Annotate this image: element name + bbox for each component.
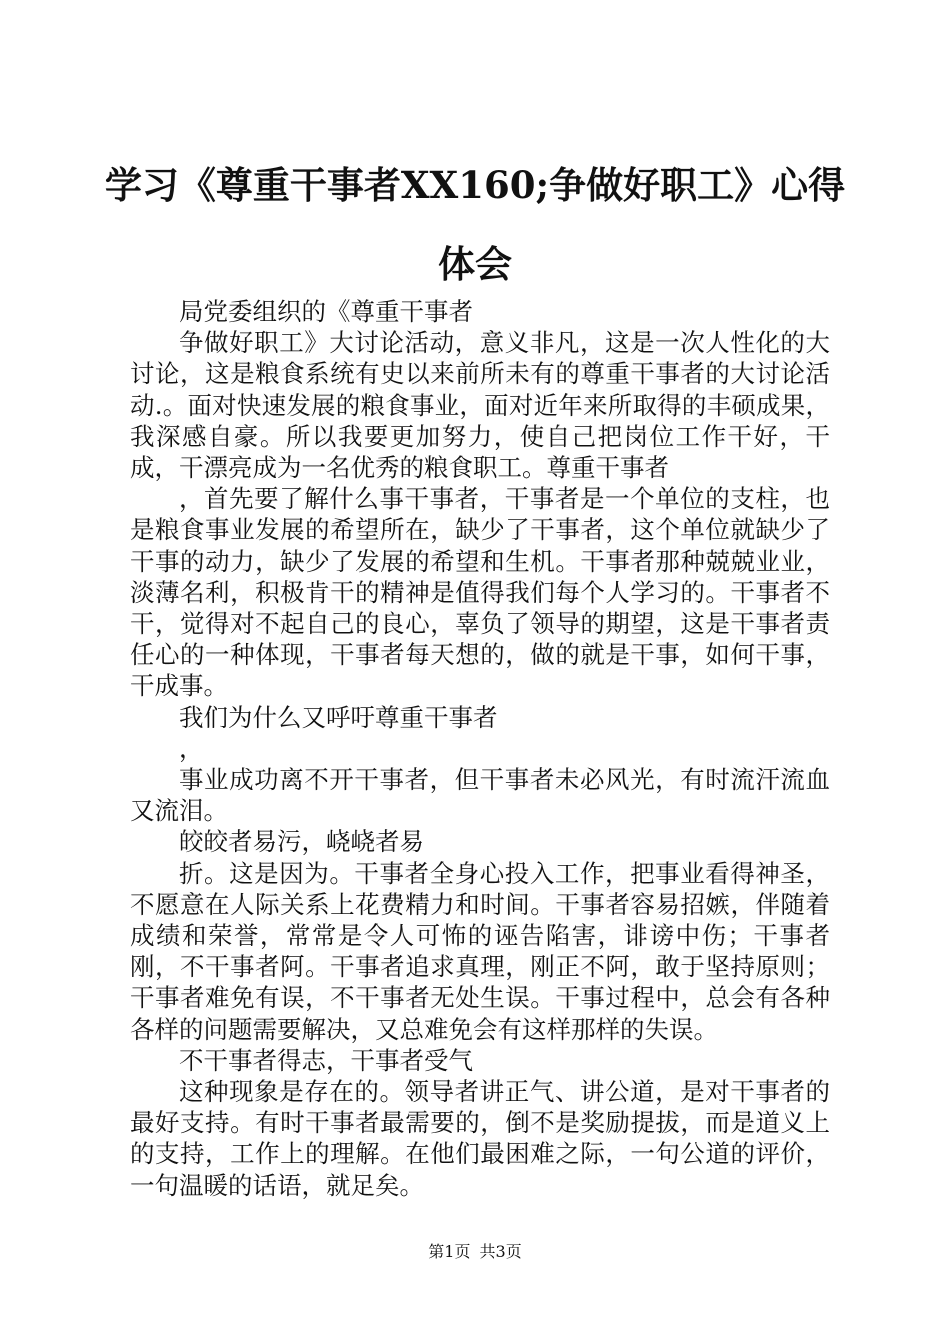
paragraph-2: 争做好职工》大讨论活动，意义非凡，这是一次人性化的大讨论，这是粮食系统有史以来前所未有的尊重干事者的大讨论活动.。面对快速发展的粮食事业，面对近年来所取得的丰硕成果，我深感自豪。所以我要更加努力，使自己把岗位工作干好，干成，干漂亮成为一名优秀的粮食职工。尊重干事者 <box>130 328 830 483</box>
paragraph-1: 局党委组织的《尊重干事者 <box>179 297 473 326</box>
page-number-footer: 第1页 共3页 <box>428 1242 522 1261</box>
paragraph-9: 不干事者得志，干事者受气 <box>179 1045 473 1075</box>
document-title-line-1: 学习《尊重干事者XX160;争做好职工》心得 <box>104 163 846 207</box>
paragraph-7: 皎皎者易污，峣峣者易 <box>179 827 424 857</box>
document-title-line-2: 体会 <box>438 242 512 286</box>
paragraph-6: 事业成功离不开干事者，但干事者未必风光，有时流汗流血又流泪。 <box>130 765 830 826</box>
paragraph-4: 我们为什么又呼吁尊重干事者 <box>179 702 498 732</box>
paragraph-5: ， <box>179 733 204 763</box>
paragraph-10: 这种现象是存在的。领导者讲正气、讲公道，是对干事者的最好支持。有时干事者最需要的，倒不是奖励提拔，而是道义上的支持，工作上的理解。在他们最困难之际，一句公道的评价，一句温暖的话语，就足矣。 <box>130 1077 830 1200</box>
paragraph-3: ，首先要了解什么事干事者，干事者是一个单位的支柱，也是粮食事业发展的希望所在，缺少了干事者，这个单位就缺少了干事的动力，缺少了发展的希望和生机。干事者那种兢兢业业，淡薄名利，积极肯干的精神是值得我们每个人学习的。干事者不干，觉得对不起自己的良心，辜负了领导的期望，这是干事者责任心的一种体现，干事者每天想的，做的就是干事，如何干事，干成事。 <box>130 484 830 701</box>
paragraph-8: 折。这是因为。干事者全身心投入工作，把事业看得神圣，不愿意在人际关系上花费精力和时间。干事者容易招嫉，伴随着成绩和荣誉，常常是令人可怖的诬告陷害，诽谤中伤；干事者刚，不干事者阿。干事者追求真理，刚正不阿，敢于坚持原则；干事者难免有误，不干事者无处生误。干事过程中，总会有各种各样的问题需要解决，又总难免会有这样那样的失误。 <box>130 858 830 1044</box>
document-body <box>130 296 830 1201</box>
